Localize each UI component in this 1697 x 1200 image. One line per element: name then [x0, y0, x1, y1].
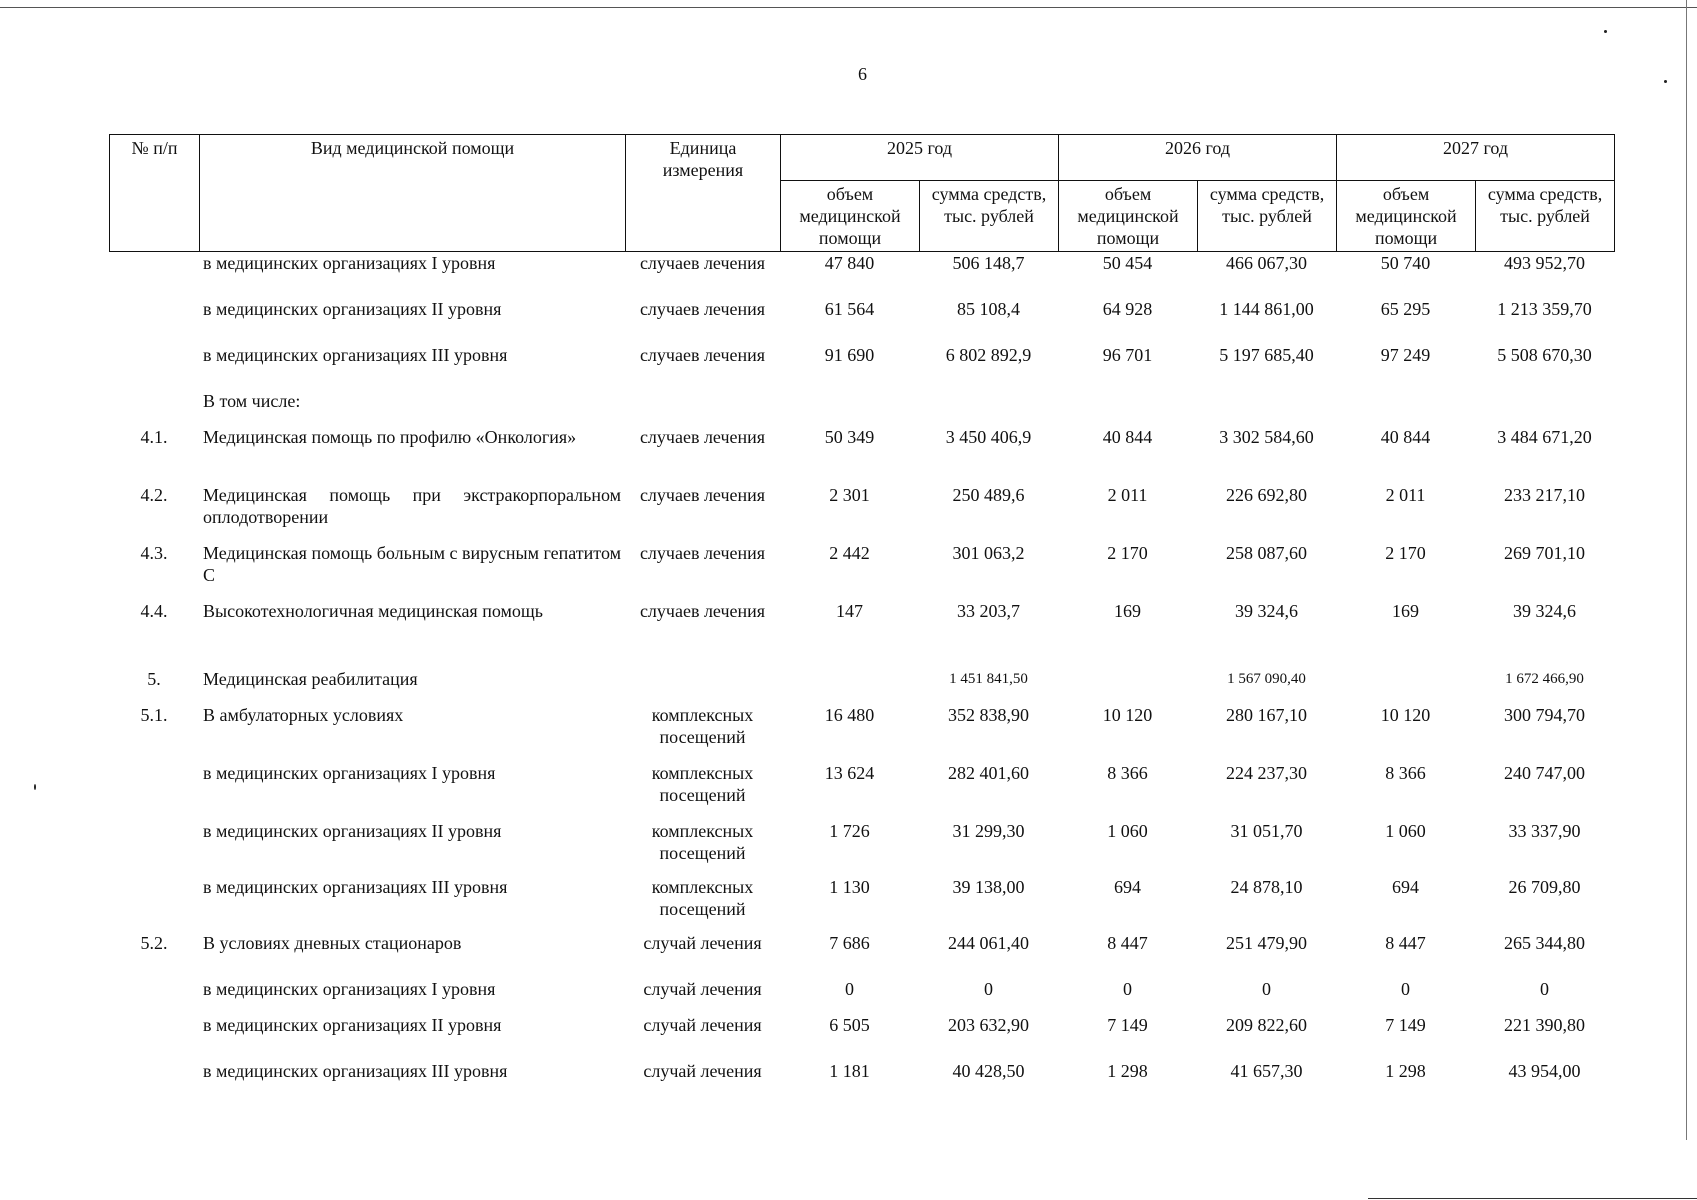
row-number: [109, 978, 199, 1014]
row-volume-2026: 50 454: [1102, 253, 1153, 273]
row-volume-2026: 8 447: [1107, 933, 1148, 953]
row-unit: случай лечения: [643, 933, 762, 953]
row-sum-2027: 33 337,90: [1508, 821, 1581, 841]
table-row: [109, 298, 1614, 344]
row-number: 4.4.: [140, 601, 168, 621]
row-volume-2027: 2 170: [1385, 543, 1426, 563]
row-sum-2026: 209 822,60: [1226, 1015, 1307, 1035]
row-unit: случай лечения: [643, 979, 762, 999]
row-care-type: Медицинская помощь при экстракорпоральном оплодотворении: [203, 485, 621, 527]
row-volume-2027: 1 298: [1385, 1061, 1426, 1081]
row-unit: случаев лечения: [639, 543, 766, 563]
row-unit: [625, 668, 780, 704]
row-care-type: в медицинских организациях I уровня: [203, 979, 496, 999]
row-volume-2027: 2 011: [1385, 485, 1426, 505]
row-unit: комплексных посещений: [651, 821, 754, 863]
header-year-2026: 2026 год: [1059, 135, 1337, 181]
table-row: [109, 762, 1614, 820]
row-unit: случаев лечения: [639, 485, 766, 505]
row-volume-2027: 0: [1401, 979, 1410, 999]
row-number: [109, 876, 199, 932]
header-year-2025: 2025 год: [781, 135, 1059, 181]
row-number: [109, 344, 199, 390]
row-sum-2025: 250 489,6: [952, 485, 1025, 505]
row-sum-2027: 240 747,00: [1504, 763, 1585, 783]
table-row: [109, 542, 1614, 600]
table-row: [109, 876, 1614, 932]
row-volume-2026: 7 149: [1107, 1015, 1148, 1035]
row-volume-2025: 13 624: [824, 763, 875, 783]
scan-speck: [1604, 30, 1607, 33]
scan-speck: [1664, 80, 1667, 83]
row-volume-2027: 10 120: [1380, 705, 1431, 725]
header-sum: сумма средств, тыс. рублей: [1198, 181, 1337, 252]
row-care-type: Медицинская помощь по профилю «Онкология»: [203, 427, 577, 447]
row-care-type: Высокотехнологичная медицинская помощь: [203, 601, 543, 621]
row-sum-2025: 6 802 892,9: [945, 345, 1032, 365]
row-volume-2025: 1 726: [829, 821, 870, 841]
row-number: 4.2.: [140, 485, 168, 505]
row-number: [109, 298, 199, 344]
row-volume-2025: 6 505: [829, 1015, 870, 1035]
row-unit: комплексных посещений: [651, 763, 754, 805]
row-number: [109, 1014, 199, 1060]
header-sum: сумма средств, тыс. рублей: [920, 181, 1059, 252]
row-number: [109, 390, 199, 426]
row-care-type: в медицинских организациях III уровня: [203, 1061, 508, 1081]
row-volume-2027: 7 149: [1385, 1015, 1426, 1035]
row-volume-2026: 96 701: [1102, 345, 1153, 365]
row-volume-2025: 0: [845, 979, 854, 999]
row-sum-2025: 282 401,60: [948, 763, 1029, 783]
row-care-type: В амбулаторных условиях: [203, 705, 404, 725]
scan-speck: [34, 784, 36, 790]
row-sum-2027: 0: [1540, 979, 1549, 999]
row-unit: случай лечения: [643, 1061, 762, 1081]
row-sum-2027: 5 508 670,30: [1497, 345, 1592, 365]
row-sum-2026: 24 878,10: [1230, 877, 1303, 897]
row-number: [109, 762, 199, 820]
table-row: [109, 978, 1614, 1014]
row-sum-2027: 265 344,80: [1504, 933, 1585, 953]
row-number: 4.3.: [140, 543, 168, 563]
row-sum-2025: 203 632,90: [948, 1015, 1029, 1035]
row-unit: случаев лечения: [639, 427, 766, 447]
row-number: [109, 1060, 199, 1106]
row-care-type: в медицинских организациях III уровня: [203, 345, 508, 365]
row-volume-2025: 2 301: [829, 485, 870, 505]
row-sum-2027: 1 213 359,70: [1497, 299, 1592, 319]
row-sum-2025: 85 108,4: [957, 299, 1020, 319]
row-volume-2025: 7 686: [829, 933, 870, 953]
page-number: 6: [858, 64, 867, 84]
row-care-type: В том числе:: [203, 391, 301, 411]
table-row: [109, 484, 1614, 542]
row-volume-2025: 1 130: [829, 877, 870, 897]
row-sum-2025: 31 299,30: [952, 821, 1025, 841]
header-year-2027: 2027 год: [1337, 135, 1615, 181]
row-number: 5.2.: [140, 933, 168, 953]
row-sum-2026: 466 067,30: [1226, 253, 1307, 273]
row-number: 5.1.: [140, 705, 168, 725]
row-volume-2025: 16 480: [824, 705, 875, 725]
row-sum-2026: 1 144 861,00: [1219, 299, 1314, 319]
row-sum-2025: 301 063,2: [952, 543, 1025, 563]
row-volume-2027: 694: [1392, 877, 1419, 897]
row-volume-2026: 2 011: [1107, 485, 1148, 505]
header-kind: Вид медицинской помощи: [200, 135, 626, 252]
row-volume-2025: 147: [836, 601, 863, 621]
row-sum-2026: 1 567 090,40: [1227, 671, 1306, 687]
row-unit: случаев лечения: [639, 601, 766, 621]
row-volume-2027: 8 447: [1385, 933, 1426, 953]
row-volume-2027: 169: [1392, 601, 1419, 621]
row-volume-2025: 1 181: [829, 1061, 870, 1081]
row-volume-2026: 2 170: [1107, 543, 1148, 563]
row-volume-2026: 64 928: [1102, 299, 1153, 319]
row-care-type: в медицинских организациях II уровня: [203, 821, 502, 841]
row-volume-2025: [780, 390, 919, 426]
row-sum-2026: 39 324,6: [1235, 601, 1298, 621]
row-unit: [625, 390, 780, 426]
row-sum-2027: 269 701,10: [1504, 543, 1585, 563]
table-row: [109, 1060, 1614, 1106]
table-row: [109, 932, 1614, 978]
row-care-type: Медицинская помощь больным с вирусным гепатитом С: [203, 543, 621, 585]
scan-border-right: [1686, 0, 1687, 1140]
row-unit: случай лечения: [643, 1015, 762, 1035]
row-volume-2027: [1336, 390, 1475, 426]
row-sum-2025: 0: [984, 979, 993, 999]
row-care-type: В условиях дневных стационаров: [203, 933, 462, 953]
row-sum-2026: [1197, 390, 1336, 426]
data-table: [109, 252, 1614, 1106]
row-sum-2025: 39 138,00: [952, 877, 1025, 897]
row-volume-2026: 40 844: [1102, 427, 1153, 447]
row-volume-2025: [780, 668, 919, 704]
row-unit: комплексных посещений: [651, 877, 754, 919]
header-num: № п/п: [110, 135, 200, 252]
row-sum-2026: 280 167,10: [1226, 705, 1307, 725]
header-unit: Единица измерения: [626, 135, 781, 252]
header-sum: сумма средств, тыс. рублей: [1476, 181, 1615, 252]
row-volume-2027: 65 295: [1380, 299, 1431, 319]
row-sum-2026: 224 237,30: [1226, 763, 1307, 783]
row-volume-2026: 1 060: [1107, 821, 1148, 841]
row-sum-2025: 352 838,90: [948, 705, 1029, 725]
row-sum-2025: 3 450 406,9: [945, 427, 1032, 447]
scan-border-bottom: [1368, 1198, 1697, 1199]
row-sum-2025: 1 451 841,50: [949, 671, 1028, 687]
row-sum-2026: 0: [1262, 979, 1271, 999]
table-row: [109, 390, 1614, 426]
row-volume-2026: 694: [1114, 877, 1141, 897]
row-volume-2027: [1336, 668, 1475, 704]
row-volume-2026: 8 366: [1107, 763, 1148, 783]
row-volume-2026: [1058, 668, 1197, 704]
row-number: 4.1.: [140, 427, 168, 447]
row-sum-2027: 233 217,10: [1504, 485, 1585, 505]
table-row: [109, 820, 1614, 876]
row-volume-2027: 50 740: [1380, 253, 1431, 273]
row-sum-2026: 41 657,30: [1230, 1061, 1303, 1081]
table-row: [109, 252, 1614, 298]
row-volume-2025: 61 564: [824, 299, 875, 319]
row-sum-2026: 226 692,80: [1226, 485, 1307, 505]
row-sum-2026: 3 302 584,60: [1219, 427, 1314, 447]
row-volume-2027: 97 249: [1380, 345, 1431, 365]
row-sum-2025: [919, 390, 1058, 426]
row-sum-2027: 43 954,00: [1508, 1061, 1581, 1081]
row-volume-2025: 2 442: [829, 543, 870, 563]
table-row: [109, 426, 1614, 484]
header-volume: объем медицинской помощи: [781, 181, 920, 252]
row-volume-2026: [1058, 390, 1197, 426]
row-care-type: в медицинских организациях I уровня: [203, 763, 496, 783]
row-unit: комплексных посещений: [651, 705, 754, 747]
row-sum-2026: 31 051,70: [1230, 821, 1303, 841]
row-volume-2027: 40 844: [1380, 427, 1431, 447]
row-sum-2025: 244 061,40: [948, 933, 1029, 953]
row-volume-2026: 169: [1114, 601, 1141, 621]
row-care-type: в медицинских организациях II уровня: [203, 1015, 502, 1035]
table-row: [109, 704, 1614, 762]
row-sum-2027: 26 709,80: [1508, 877, 1581, 897]
row-volume-2027: 1 060: [1385, 821, 1426, 841]
row-sum-2027: 1 672 466,90: [1505, 671, 1584, 687]
row-unit: случаев лечения: [639, 345, 766, 365]
row-volume-2026: 1 298: [1107, 1061, 1148, 1081]
row-sum-2027: 300 794,70: [1504, 705, 1585, 725]
row-sum-2025: 33 203,7: [957, 601, 1020, 621]
row-unit: случаев лечения: [639, 299, 766, 319]
row-sum-2027: 493 952,70: [1504, 253, 1585, 273]
row-volume-2025: 50 349: [824, 427, 875, 447]
row-number: [109, 252, 199, 298]
table-row: [109, 1014, 1614, 1060]
row-care-type: Медицинская реабилитация: [203, 669, 418, 689]
row-volume-2025: 91 690: [824, 345, 875, 365]
row-volume-2025: 47 840: [824, 253, 875, 273]
row-number: [109, 820, 199, 876]
row-sum-2026: 251 479,90: [1226, 933, 1307, 953]
row-sum-2025: 506 148,7: [952, 253, 1025, 273]
row-care-type: в медицинских организациях I уровня: [203, 253, 496, 273]
row-care-type: в медицинских организациях II уровня: [203, 299, 502, 319]
row-volume-2026: 0: [1123, 979, 1132, 999]
scan-border-top: [0, 7, 1697, 8]
row-unit: случаев лечения: [639, 253, 766, 273]
table-row: [109, 600, 1614, 668]
row-sum-2027: 221 390,80: [1504, 1015, 1585, 1035]
table-row: [109, 344, 1614, 390]
row-number: 5.: [147, 669, 161, 689]
row-sum-2027: [1475, 390, 1614, 426]
row-sum-2025: 40 428,50: [952, 1061, 1025, 1081]
header-volume: объем медицинской помощи: [1337, 181, 1476, 252]
row-volume-2027: 8 366: [1385, 763, 1426, 783]
row-sum-2026: 258 087,60: [1226, 543, 1307, 563]
row-sum-2027: 3 484 671,20: [1497, 427, 1592, 447]
row-care-type: в медицинских организациях III уровня: [203, 877, 508, 897]
row-sum-2027: 39 324,6: [1513, 601, 1576, 621]
table-header: [109, 134, 1615, 252]
header-volume: объем медицинской помощи: [1059, 181, 1198, 252]
row-sum-2026: 5 197 685,40: [1219, 345, 1314, 365]
row-volume-2026: 10 120: [1102, 705, 1153, 725]
table-row: [109, 668, 1614, 704]
